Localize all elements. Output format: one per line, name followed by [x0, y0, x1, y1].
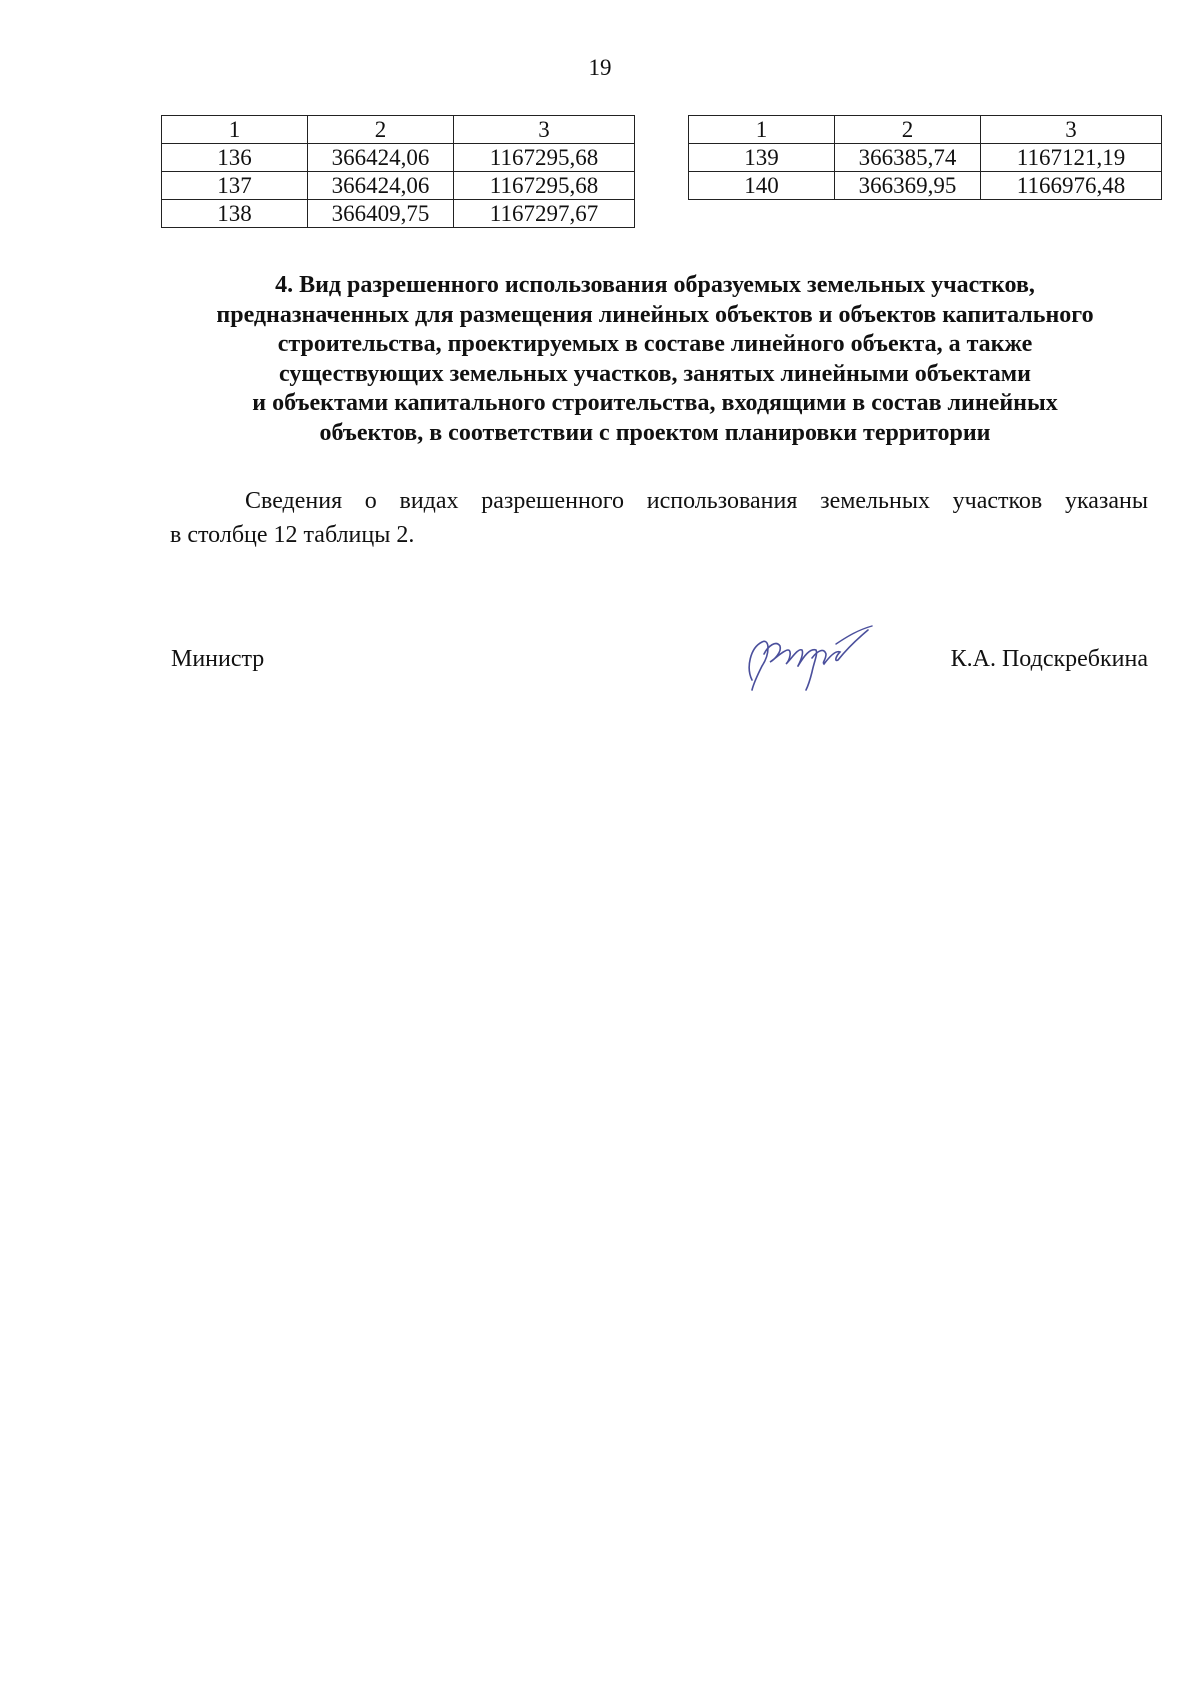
- section-heading-line: объектов, в соответствии с проектом планировки территории: [319, 419, 991, 446]
- table-row: [162, 172, 635, 200]
- x-coordinate-cell: 366409,75: [308, 200, 454, 228]
- table-body: [689, 116, 1162, 200]
- y-coordinate-cell: 1167121,19: [981, 144, 1162, 172]
- table-header-row: [689, 116, 1162, 144]
- point-number-cell: 137: [162, 172, 308, 200]
- section-heading: [160, 271, 1150, 448]
- signatory-title: Министр: [171, 646, 265, 672]
- table-row: [162, 200, 635, 228]
- table-header-cell: 2: [308, 116, 454, 144]
- table-header-cell: 3: [454, 116, 635, 144]
- table-body: [162, 116, 635, 228]
- point-number-cell: 136: [162, 144, 308, 172]
- table-header-cell: 3: [981, 116, 1162, 144]
- coordinates-table-left: [161, 115, 635, 228]
- section-heading-line: предназначенных для размещения линейных объектов и объектов капитального: [216, 301, 1094, 328]
- x-coordinate-cell: 366385,74: [835, 144, 981, 172]
- x-coordinate-cell: 366369,95: [835, 172, 981, 200]
- coordinates-table-right: [688, 115, 1162, 200]
- page-number: 19: [588, 55, 612, 80]
- table-row: [162, 144, 635, 172]
- table-header-row: [162, 116, 635, 144]
- x-coordinate-cell: 366424,06: [308, 144, 454, 172]
- section-heading-line: существующих земельных участков, занятых линейными объектами: [279, 360, 1031, 387]
- y-coordinate-cell: 1167297,67: [454, 200, 635, 228]
- y-coordinate-cell: 1167295,68: [454, 144, 635, 172]
- table-header-cell: 1: [689, 116, 835, 144]
- handwritten-signature-icon: [740, 620, 880, 695]
- table-header-cell: 1: [162, 116, 308, 144]
- y-coordinate-cell: 1166976,48: [981, 172, 1162, 200]
- point-number-cell: 139: [689, 144, 835, 172]
- signatory-name: К.А. Подскребкина: [950, 646, 1148, 672]
- body-paragraph: [170, 484, 1148, 552]
- point-number-cell: 138: [162, 200, 308, 228]
- table-header-cell: 2: [835, 116, 981, 144]
- y-coordinate-cell: 1167295,68: [454, 172, 635, 200]
- table-row: [689, 144, 1162, 172]
- table-row: [689, 172, 1162, 200]
- point-number-cell: 140: [689, 172, 835, 200]
- section-heading-line: 4. Вид разрешенного использования образуемых земельных участков,: [275, 272, 1035, 298]
- paragraph-line: Сведения о видах разрешенного использования земельных участков указаны: [245, 488, 1148, 514]
- paragraph-line: в столбце 12 таблицы 2.: [170, 522, 415, 548]
- section-heading-line: строительства, проектируемых в составе линейного объекта, а также: [277, 331, 1033, 357]
- x-coordinate-cell: 366424,06: [308, 172, 454, 200]
- section-heading-line: и объектами капитального строительства, входящими в состав линейных: [252, 390, 1058, 416]
